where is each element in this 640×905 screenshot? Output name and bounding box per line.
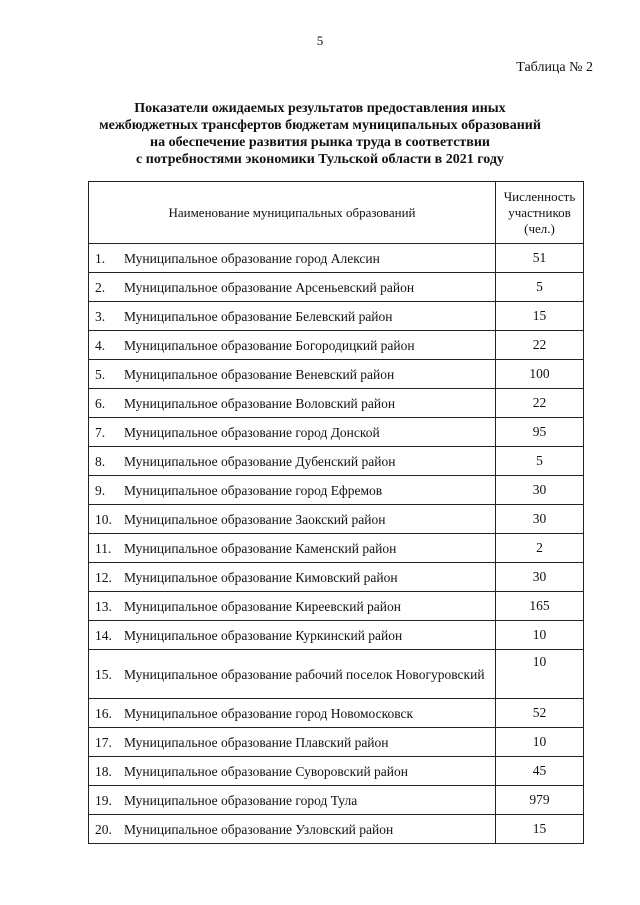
row-participant-count: 30 <box>496 505 584 534</box>
row-number: 1. <box>95 250 106 266</box>
row-name-cell <box>89 244 496 273</box>
table-row <box>89 302 584 331</box>
row-participant-count: 5 <box>496 447 584 476</box>
row-participant-count: 95 <box>496 418 584 447</box>
title-line: межбюджетных трансфертов бюджетам муниципальных образований <box>99 118 541 133</box>
row-municipality-name: Муниципальное образование Богородицкий район <box>124 337 415 353</box>
row-name-cell <box>89 389 496 418</box>
row-name-cell <box>89 302 496 331</box>
row-name-cell <box>89 360 496 389</box>
header-count-line: участников <box>508 204 571 220</box>
row-participant-count: 5 <box>496 273 584 302</box>
row-name-cell <box>89 786 496 815</box>
row-name-cell <box>89 534 496 563</box>
row-municipality-name: Муниципальное образование Веневский район <box>124 366 395 382</box>
header-count-line: Численность <box>503 188 576 204</box>
row-municipality-name: Муниципальное образование Арсеньевский район <box>124 279 415 295</box>
row-number: 12. <box>95 569 112 585</box>
row-municipality-name: Муниципальное образование Куркинский район <box>124 627 403 643</box>
row-participant-count: 10 <box>496 650 584 699</box>
table-row <box>89 699 584 728</box>
row-participant-count: 10 <box>496 621 584 650</box>
row-participant-count: 15 <box>496 815 584 844</box>
table-row <box>89 360 584 389</box>
row-name-cell <box>89 331 496 360</box>
row-number: 17. <box>95 734 112 750</box>
row-number: 4. <box>95 337 106 353</box>
row-number: 9. <box>95 482 106 498</box>
row-municipality-name: Муниципальное образование город Алексин <box>124 250 380 266</box>
row-name-cell <box>89 447 496 476</box>
row-name-cell <box>89 418 496 447</box>
table-body <box>89 244 584 844</box>
row-participant-count: 979 <box>496 786 584 815</box>
row-number: 20. <box>95 821 112 837</box>
row-number: 5. <box>95 366 106 382</box>
row-number: 10. <box>95 511 112 527</box>
row-participant-count: 30 <box>496 476 584 505</box>
row-municipality-name: Муниципальное образование Каменский район <box>124 540 397 556</box>
row-number: 14. <box>95 627 112 643</box>
row-participant-count: 100 <box>496 360 584 389</box>
table-row <box>89 563 584 592</box>
row-name-cell <box>89 563 496 592</box>
row-name-cell <box>89 505 496 534</box>
row-municipality-name: Муниципальное образование Суворовский район <box>124 763 408 779</box>
page-number: 5 <box>316 33 324 48</box>
row-number: 19. <box>95 792 112 808</box>
table-row <box>89 815 584 844</box>
row-municipality-name: Муниципальное образование город Тула <box>124 792 358 808</box>
row-number: 6. <box>95 395 106 411</box>
table-row <box>89 650 584 699</box>
table-row <box>89 592 584 621</box>
row-name-cell <box>89 476 496 505</box>
table-row <box>89 273 584 302</box>
row-number: 18. <box>95 763 112 779</box>
row-participant-count: 10 <box>496 728 584 757</box>
document-title <box>0 100 640 168</box>
header-count <box>496 182 584 244</box>
table-label: Таблица № 2 <box>516 60 593 75</box>
table-row <box>89 447 584 476</box>
row-municipality-name: Муниципальное образование Узловский район <box>124 821 394 837</box>
table-row <box>89 728 584 757</box>
table-row <box>89 786 584 815</box>
row-municipality-name: Муниципальное образование рабочий поселок Новогуровский <box>124 666 485 682</box>
table-row <box>89 331 584 360</box>
row-name-cell <box>89 650 496 699</box>
row-name-cell <box>89 728 496 757</box>
row-participant-count: 22 <box>496 331 584 360</box>
row-participant-count: 52 <box>496 699 584 728</box>
row-name-cell <box>89 592 496 621</box>
row-participant-count: 2 <box>496 534 584 563</box>
row-participant-count: 165 <box>496 592 584 621</box>
row-number: 13. <box>95 598 112 614</box>
header-name: Наименование муниципальных образований <box>89 182 496 244</box>
row-municipality-name: Муниципальное образование Заокский район <box>124 511 386 527</box>
row-municipality-name: Муниципальное образование Плавский район <box>124 734 389 750</box>
row-number: 8. <box>95 453 106 469</box>
row-number: 3. <box>95 308 106 324</box>
row-number: 7. <box>95 424 106 440</box>
row-number: 2. <box>95 279 106 295</box>
row-municipality-name: Муниципальное образование Белевский район <box>124 308 393 324</box>
table-header-row <box>89 182 584 244</box>
row-name-cell <box>89 699 496 728</box>
table-row <box>89 621 584 650</box>
table-row <box>89 476 584 505</box>
row-number: 16. <box>95 705 112 721</box>
row-municipality-name: Муниципальное образование Воловский район <box>124 395 396 411</box>
row-municipality-name: Муниципальное образование Дубенский район <box>124 453 396 469</box>
table-row <box>89 505 584 534</box>
row-name-cell <box>89 621 496 650</box>
row-municipality-name: Муниципальное образование Кимовский район <box>124 569 398 585</box>
title-line: с потребностями экономики Тульской области в 2021 году <box>136 152 504 167</box>
row-participant-count: 51 <box>496 244 584 273</box>
table-row <box>89 418 584 447</box>
row-participant-count: 30 <box>496 563 584 592</box>
row-participant-count: 45 <box>496 757 584 786</box>
row-participant-count: 22 <box>496 389 584 418</box>
row-number: 11. <box>95 540 112 556</box>
row-municipality-name: Муниципальное образование город Новомосковск <box>124 705 414 721</box>
table-row <box>89 534 584 563</box>
table-row <box>89 389 584 418</box>
header-count-line: (чел.) <box>524 220 555 236</box>
table-row <box>89 757 584 786</box>
row-municipality-name: Муниципальное образование город Донской <box>124 424 380 440</box>
results-table <box>88 181 584 844</box>
row-name-cell <box>89 815 496 844</box>
title-line: на обеспечение развития рынка труда в соответствии <box>150 135 490 150</box>
title-line: Показатели ожидаемых результатов предоставления иных <box>134 101 506 116</box>
row-municipality-name: Муниципальное образование город Ефремов <box>124 482 383 498</box>
row-number: 15. <box>95 666 112 682</box>
table-row <box>89 244 584 273</box>
row-participant-count: 15 <box>496 302 584 331</box>
row-municipality-name: Муниципальное образование Киреевский район <box>124 598 401 614</box>
row-name-cell <box>89 757 496 786</box>
row-name-cell <box>89 273 496 302</box>
